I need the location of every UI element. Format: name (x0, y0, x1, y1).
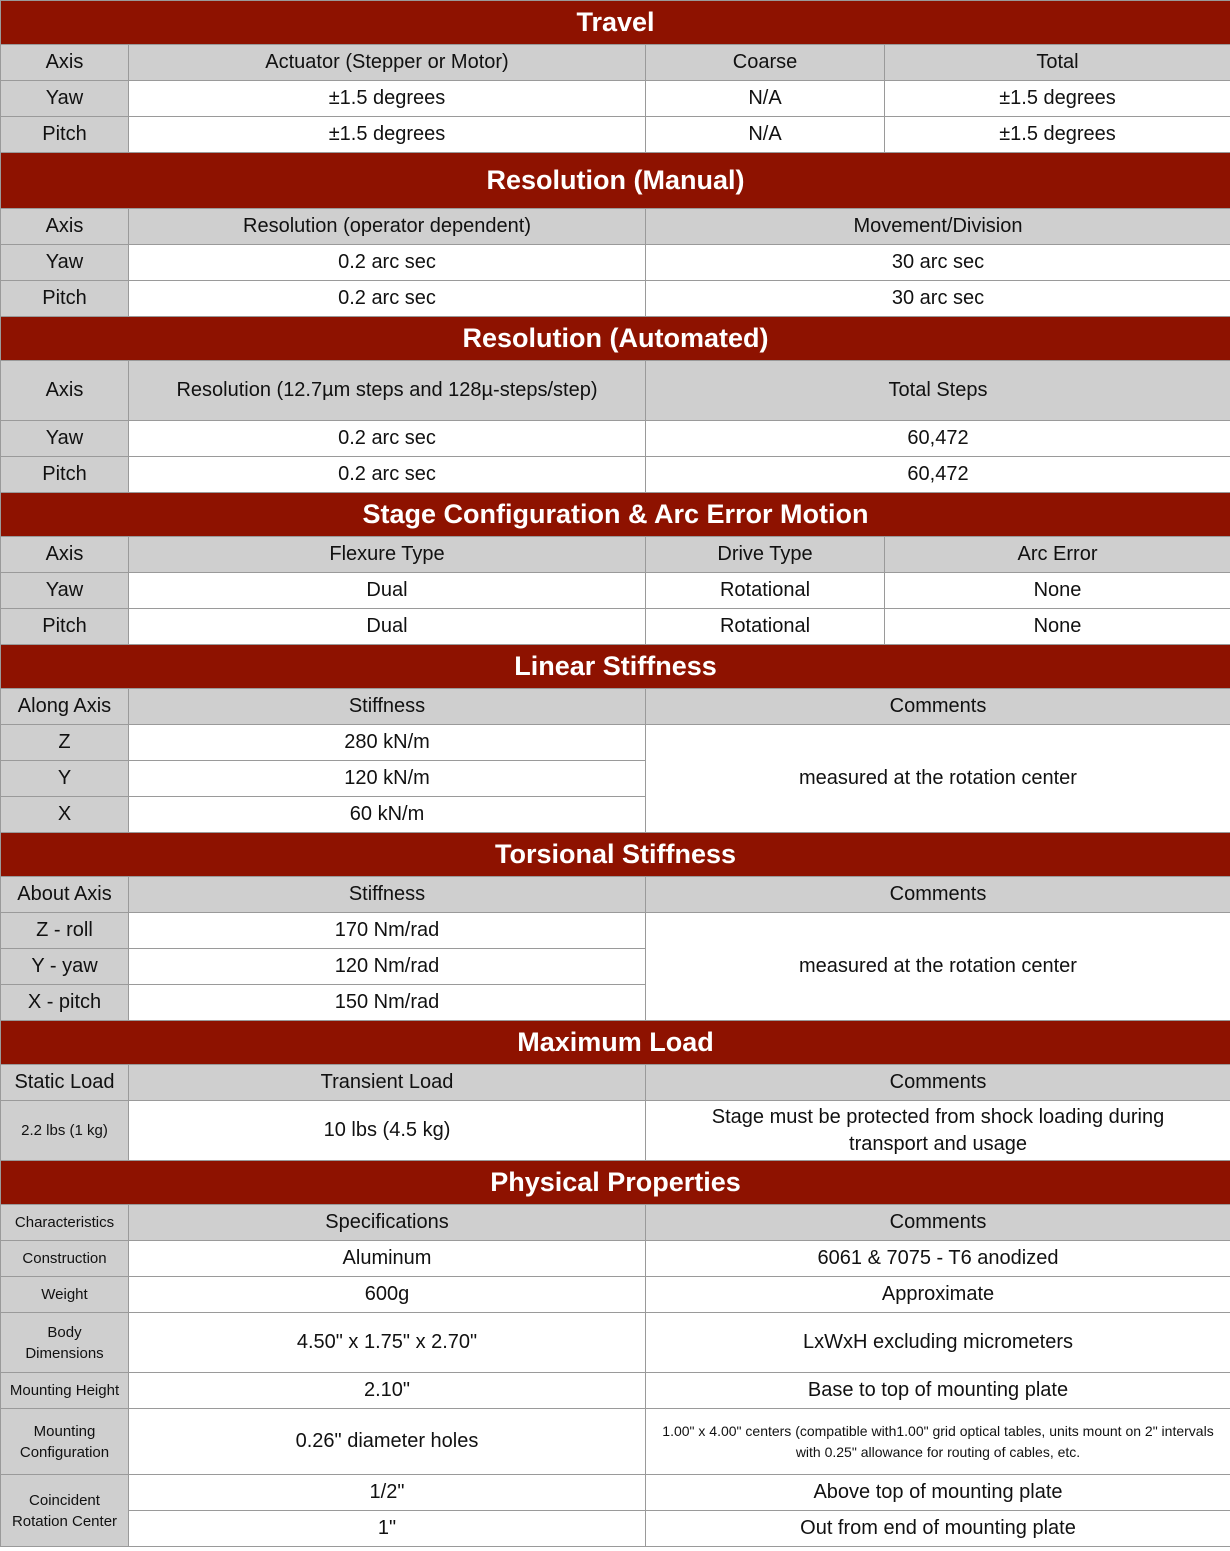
header-row (1, 1205, 1230, 1241)
value-cell: Dual (129, 609, 646, 645)
value-cell: 0.26" diameter holes (129, 1409, 646, 1475)
value-cell: 1/2" (129, 1475, 646, 1511)
row-label: X (1, 797, 129, 833)
table-row (1, 457, 1230, 493)
row-label: Y (1, 761, 129, 797)
header-cell: Characteristics (1, 1205, 129, 1241)
section-physical-properties (1, 1161, 1230, 1205)
comment-cell: 6061 & 7075 - T6 anodized (646, 1241, 1230, 1277)
row-label: X - pitch (1, 985, 129, 1021)
header-cell: Axis (1, 361, 129, 421)
value-cell: 60,472 (646, 421, 1230, 457)
section-title: Torsional Stiffness (1, 833, 1230, 877)
section-title: Stage Configuration & Arc Error Motion (1, 493, 1230, 537)
section-title: Resolution (Automated) (1, 317, 1230, 361)
header-cell: Resolution (operator dependent) (129, 209, 646, 245)
header-cell: Comments (646, 1065, 1230, 1101)
header-cell: Comments (646, 877, 1230, 913)
comment-cell: Base to top of mounting plate (646, 1373, 1230, 1409)
value-cell: 0.2 arc sec (129, 421, 646, 457)
value-cell: Aluminum (129, 1241, 646, 1277)
comment-cell: Out from end of mounting plate (646, 1511, 1230, 1547)
value-cell: 0.2 arc sec (129, 245, 646, 281)
header-cell: Flexure Type (129, 537, 646, 573)
header-cell: Comments (646, 689, 1230, 725)
header-cell: About Axis (1, 877, 129, 913)
value-cell: 280 kN/m (129, 725, 646, 761)
header-cell: Resolution (12.7µm steps and 128µ-steps/step) (129, 361, 646, 421)
section-resolution-automated (1, 317, 1230, 361)
value-cell: Rotational (646, 609, 885, 645)
value-cell: ±1.5 degrees (885, 117, 1230, 153)
section-title: Linear Stiffness (1, 645, 1230, 689)
header-cell: Axis (1, 209, 129, 245)
table-row (1, 1313, 1230, 1373)
row-label: Z - roll (1, 913, 129, 949)
section-torsional-stiffness (1, 833, 1230, 877)
header-cell: Static Load (1, 1065, 129, 1101)
header-cell: Transient Load (129, 1065, 646, 1101)
value-cell: 120 Nm/rad (129, 949, 646, 985)
value-cell: 4.50" x 1.75" x 2.70" (129, 1313, 646, 1373)
row-label: Y - yaw (1, 949, 129, 985)
header-row (1, 1065, 1230, 1101)
value-cell: 10 lbs (4.5 kg) (129, 1101, 646, 1161)
row-label: Pitch (1, 281, 129, 317)
section-travel (1, 1, 1230, 45)
table-row (1, 1409, 1230, 1475)
header-cell: Stiffness (129, 689, 646, 725)
value-cell: 120 kN/m (129, 761, 646, 797)
row-label: Yaw (1, 573, 129, 609)
value-cell: 30 arc sec (646, 245, 1230, 281)
header-cell: Arc Error (885, 537, 1230, 573)
value-cell: 600g (129, 1277, 646, 1313)
value-cell: ±1.5 degrees (129, 81, 646, 117)
comment-cell: measured at the rotation center (646, 913, 1230, 1021)
row-label: Pitch (1, 609, 129, 645)
value-cell: 30 arc sec (646, 281, 1230, 317)
header-row (1, 361, 1230, 421)
row-label: Pitch (1, 457, 129, 493)
row-label: Mounting Height (1, 1373, 129, 1409)
header-cell: Comments (646, 1205, 1230, 1241)
table-row (1, 281, 1230, 317)
value-cell: 60,472 (646, 457, 1230, 493)
section-title: Travel (1, 1, 1230, 45)
header-cell: Axis (1, 537, 129, 573)
table-row (1, 1277, 1230, 1313)
table-row (1, 1241, 1230, 1277)
comment-cell: 1.00" x 4.00" centers (compatible with1.00" grid optical tables, units mount on 2" intervals with 0.25" allowance for routing of cables, etc. (646, 1409, 1230, 1475)
table-row (1, 609, 1230, 645)
header-cell: Stiffness (129, 877, 646, 913)
section-linear-stiffness (1, 645, 1230, 689)
comment-cell: LxWxH excluding micrometers (646, 1313, 1230, 1373)
row-label: Body Dimensions (1, 1313, 129, 1373)
value-cell: N/A (646, 81, 885, 117)
header-cell: Specifications (129, 1205, 646, 1241)
section-title: Maximum Load (1, 1021, 1230, 1065)
row-label: Coincident Rotation Center (1, 1475, 129, 1547)
comment-cell: Stage must be protected from shock loading during transport and usage (646, 1101, 1230, 1161)
table-row (1, 725, 1230, 761)
table-row (1, 1475, 1230, 1511)
header-cell: Total Steps (646, 361, 1230, 421)
header-row (1, 689, 1230, 725)
section-title: Physical Properties (1, 1161, 1230, 1205)
header-cell: Drive Type (646, 537, 885, 573)
comment-cell: measured at the rotation center (646, 725, 1230, 833)
row-label: Yaw (1, 81, 129, 117)
value-cell: 60 kN/m (129, 797, 646, 833)
table-row (1, 1101, 1230, 1161)
section-resolution-manual (1, 153, 1230, 209)
table-row (1, 1373, 1230, 1409)
value-cell: None (885, 609, 1230, 645)
comment-cell: Above top of mounting plate (646, 1475, 1230, 1511)
row-label: Mounting Configuration (1, 1409, 129, 1475)
value-cell: 150 Nm/rad (129, 985, 646, 1021)
value-cell: 0.2 arc sec (129, 281, 646, 317)
value-cell: 2.10" (129, 1373, 646, 1409)
row-label: Yaw (1, 421, 129, 457)
row-label: Pitch (1, 117, 129, 153)
row-label: Weight (1, 1277, 129, 1313)
table-row (1, 913, 1230, 949)
value-cell: 1" (129, 1511, 646, 1547)
value-cell: None (885, 573, 1230, 609)
table-row (1, 245, 1230, 281)
table-row (1, 117, 1230, 153)
row-label: Yaw (1, 245, 129, 281)
table-row (1, 421, 1230, 457)
header-cell: Actuator (Stepper or Motor) (129, 45, 646, 81)
header-cell: Total (885, 45, 1230, 81)
value-cell: ±1.5 degrees (885, 81, 1230, 117)
row-label: 2.2 lbs (1 kg) (1, 1101, 129, 1161)
value-cell: Dual (129, 573, 646, 609)
table-row (1, 573, 1230, 609)
value-cell: 0.2 arc sec (129, 457, 646, 493)
value-cell: 170 Nm/rad (129, 913, 646, 949)
header-row (1, 209, 1230, 245)
header-cell: Axis (1, 45, 129, 81)
header-cell: Coarse (646, 45, 885, 81)
section-maximum-load (1, 1021, 1230, 1065)
header-row (1, 537, 1230, 573)
value-cell: N/A (646, 117, 885, 153)
comment-cell: Approximate (646, 1277, 1230, 1313)
section-title: Resolution (Manual) (1, 153, 1230, 209)
table-row (1, 1511, 1230, 1547)
section-stage-configuration (1, 493, 1230, 537)
row-label: Z (1, 725, 129, 761)
row-label: Construction (1, 1241, 129, 1277)
header-row (1, 877, 1230, 913)
header-cell: Movement/Division (646, 209, 1230, 245)
value-cell: Rotational (646, 573, 885, 609)
value-cell: ±1.5 degrees (129, 117, 646, 153)
header-row (1, 45, 1230, 81)
table-row (1, 81, 1230, 117)
header-cell: Along Axis (1, 689, 129, 725)
